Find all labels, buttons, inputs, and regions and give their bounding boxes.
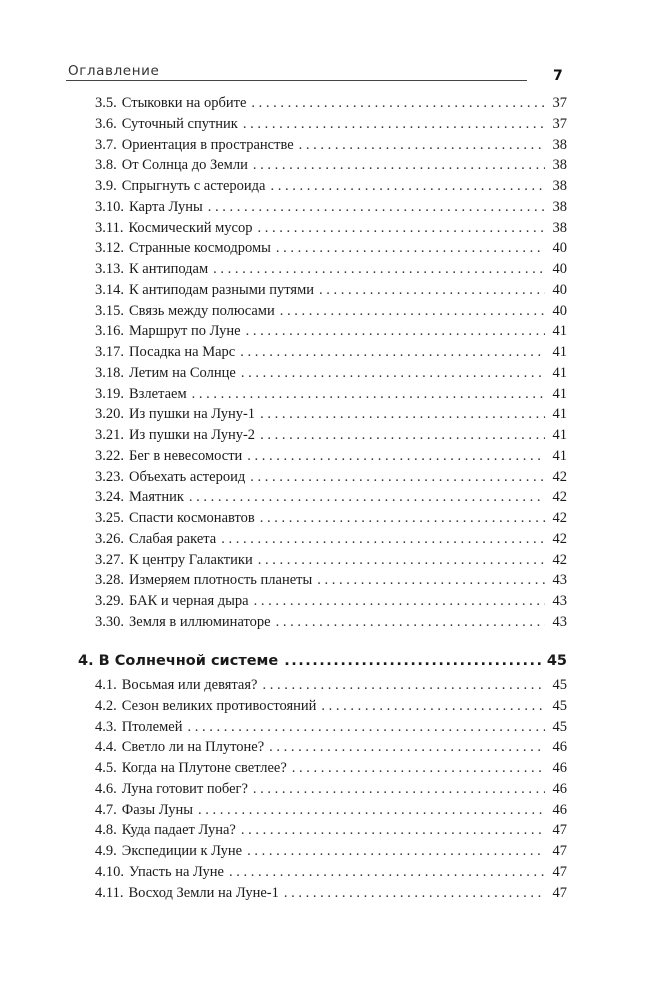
entry-number: 3.14.: [95, 281, 124, 298]
toc-entry[interactable]: [95, 800, 567, 821]
toc-list-chapter-3: [95, 93, 567, 633]
dot-leader: [317, 570, 545, 591]
entry-page: 38: [552, 178, 567, 194]
dot-leader: [319, 280, 545, 301]
entry-number: 3.20.: [95, 406, 124, 423]
entry-number: 3.16.: [95, 323, 124, 340]
toc-entry[interactable]: [95, 717, 567, 738]
entry-number: 3.26.: [95, 530, 124, 547]
entry-title: От Солнца до Земли: [121, 157, 248, 174]
dot-leader: [213, 259, 545, 280]
entry-title: Упасть на Луне: [129, 863, 224, 880]
dot-leader: [198, 800, 545, 821]
entry-page: 40: [552, 240, 567, 257]
entry-page: 43: [552, 593, 567, 609]
entry-title: Объехать астероид: [129, 468, 246, 485]
entry-page: 42: [552, 489, 567, 506]
dot-leader: [260, 508, 545, 529]
entry-title: Луна готовит побег?: [121, 780, 248, 797]
entry-page: 41: [552, 406, 567, 423]
entry-page: 40: [552, 302, 567, 319]
entry-page: 46: [552, 739, 567, 756]
entry-page: 45: [552, 697, 567, 714]
entry-page: 43: [552, 613, 567, 630]
dot-leader: [276, 612, 545, 633]
toc-entry[interactable]: [95, 841, 567, 862]
entry-title: Летим на Солнце: [129, 364, 236, 381]
entry-title: Земля в иллюминаторе: [129, 613, 271, 630]
entry-title: К центру Галактики: [129, 551, 253, 568]
toc-entry[interactable]: [95, 342, 567, 363]
entry-page: 40: [552, 261, 567, 277]
entry-number: 4.2.: [95, 697, 117, 714]
entry-page: 38: [552, 157, 567, 174]
entry-title: Экспедиции к Луне: [121, 843, 243, 859]
entry-number: 4.7.: [95, 801, 117, 818]
toc-entry[interactable]: [95, 425, 567, 446]
dot-leader: [192, 384, 545, 405]
entry-title: Посадка на Марс: [129, 344, 236, 360]
entry-title: Карта Луны: [129, 198, 203, 215]
entry-page: 40: [552, 281, 567, 298]
entry-page: 46: [552, 760, 567, 776]
entry-page: 38: [552, 136, 567, 153]
dot-leader: [258, 550, 545, 571]
toc-entry[interactable]: [95, 467, 567, 488]
entry-number: 3.18.: [95, 364, 124, 381]
toc-entry[interactable]: [95, 321, 567, 342]
entry-page: 42: [552, 530, 567, 547]
dot-leader: [187, 717, 545, 738]
dot-leader: [284, 883, 545, 904]
toc-entry[interactable]: [95, 696, 567, 717]
entry-number: 4.4.: [95, 739, 117, 756]
entry-title: Суточный спутник: [121, 115, 238, 132]
entry-number: 3.19.: [95, 385, 124, 402]
entry-page: 41: [552, 427, 567, 443]
dot-leader: [284, 650, 541, 672]
entry-title: Спасти космонавтов: [129, 510, 255, 526]
entry-number: 3.8.: [95, 157, 117, 174]
entry-page: 46: [552, 780, 567, 797]
dot-leader: [262, 675, 545, 696]
entry-page: 47: [552, 884, 567, 901]
entry-title: К антиподам разными путями: [129, 281, 315, 298]
entry-title: Из пушки на Луну-2: [129, 427, 256, 443]
toc-entry[interactable]: [95, 820, 567, 841]
toc-entry[interactable]: [95, 591, 567, 612]
entry-title: Измеряем плотность планеты: [129, 572, 313, 589]
toc-entry[interactable]: [95, 758, 567, 779]
entry-title: Восход Земли на Луне-1: [128, 884, 279, 901]
dot-leader: [247, 446, 545, 467]
toc-entry[interactable]: [95, 135, 567, 156]
entry-number: 3.10.: [95, 198, 124, 215]
entry-page: 45: [552, 677, 567, 693]
entry-title: Космический мусор: [128, 219, 253, 236]
entry-title: БАК и черная дыра: [129, 593, 249, 609]
toc-entry[interactable]: [95, 487, 567, 508]
dot-leader: [270, 176, 545, 197]
dot-leader: [241, 363, 545, 384]
entry-page: 41: [552, 447, 567, 464]
entry-number: 3.15.: [95, 302, 124, 319]
entry-number: 3.6.: [95, 115, 117, 132]
dot-leader: [257, 218, 545, 239]
dot-leader: [189, 487, 545, 508]
entry-title: Сезон великих противостояний: [121, 697, 317, 714]
dot-leader: [208, 197, 545, 218]
entry-page: 41: [552, 323, 567, 340]
dot-leader: [251, 93, 545, 114]
toc-entry[interactable]: [95, 508, 567, 529]
toc-entry[interactable]: [95, 238, 567, 259]
toc-entry[interactable]: [95, 404, 567, 425]
toc-entry[interactable]: [95, 675, 567, 696]
entry-page: 37: [552, 95, 567, 111]
toc-entry[interactable]: [95, 779, 567, 800]
dot-leader: [240, 342, 545, 363]
entry-number: 3.17.: [95, 344, 124, 360]
entry-number: 3.24.: [95, 489, 124, 506]
toc-entry[interactable]: [95, 570, 567, 591]
entry-page: 47: [552, 843, 567, 859]
dot-leader: [247, 841, 545, 862]
toc-entry[interactable]: [95, 155, 567, 176]
toc-entry[interactable]: [95, 737, 567, 758]
entry-number: 4.10.: [95, 863, 124, 880]
entry-number: 3.9.: [95, 178, 117, 194]
dot-leader: [280, 301, 545, 322]
toc-entry[interactable]: [95, 259, 567, 280]
toc-entry[interactable]: [95, 529, 567, 550]
entry-number: 3.5.: [95, 95, 117, 111]
dot-leader: [253, 779, 545, 800]
dot-leader: [221, 529, 545, 550]
toc-entry[interactable]: [95, 93, 567, 114]
entry-number: 3.12.: [95, 240, 124, 257]
entry-title: Связь между полюсами: [129, 302, 275, 319]
toc-entry[interactable]: [95, 862, 567, 883]
entry-number: 3.29.: [95, 593, 124, 609]
entry-title: Спрыгнуть с астероида: [121, 178, 266, 194]
entry-page: 37: [552, 115, 567, 132]
toc-entry[interactable]: [95, 218, 567, 239]
entry-page: 41: [552, 385, 567, 402]
entry-number: 3.21.: [95, 427, 124, 443]
entry-number: 3.28.: [95, 572, 124, 589]
entry-page: 42: [552, 551, 567, 568]
dot-leader: [321, 696, 545, 717]
toc-entry[interactable]: [95, 446, 567, 467]
entry-title: Птолемей: [121, 718, 183, 735]
dot-leader: [260, 404, 545, 425]
toc-entry[interactable]: [95, 550, 567, 571]
section-title: Оглавление: [68, 63, 160, 79]
entry-title: Бег в невесомости: [129, 447, 243, 464]
toc-entry[interactable]: [95, 114, 567, 135]
dot-leader: [292, 758, 545, 779]
entry-number: 3.27.: [95, 551, 124, 568]
entry-title: Куда падает Луна?: [121, 822, 236, 839]
entry-page: 47: [552, 863, 567, 880]
toc-list-chapter-4: [95, 675, 567, 903]
entry-number: 3.7.: [95, 136, 117, 153]
dot-leader: [260, 425, 545, 446]
entry-title: Ориентация в пространстве: [121, 136, 294, 153]
chapter-title: 4. В Солнечной системе: [78, 653, 279, 669]
entry-page: 46: [552, 801, 567, 818]
entry-title: Стыковки на орбите: [121, 95, 247, 111]
chapter-page: 45: [546, 653, 567, 669]
dot-leader: [246, 321, 545, 342]
header-rule: [66, 80, 527, 81]
dot-leader: [253, 155, 545, 176]
entry-title: Маятник: [129, 489, 184, 506]
toc-entry[interactable]: [95, 280, 567, 301]
entry-number: 3.11.: [95, 219, 124, 236]
dot-leader: [276, 238, 545, 259]
entry-page: 43: [552, 572, 567, 589]
dot-leader: [229, 862, 545, 883]
entry-page: 41: [552, 344, 567, 360]
dot-leader: [254, 591, 545, 612]
toc-entry[interactable]: [95, 612, 567, 633]
dot-leader: [243, 114, 545, 135]
toc-entry[interactable]: [95, 176, 567, 197]
entry-number: 4.8.: [95, 822, 117, 839]
entry-title: К антиподам: [129, 261, 209, 277]
entry-page: 47: [552, 822, 567, 839]
entry-title: Взлетаем: [129, 385, 187, 402]
toc-entry[interactable]: [95, 197, 567, 218]
dot-leader: [269, 737, 545, 758]
entry-number: 3.23.: [95, 468, 124, 485]
entry-page: 38: [552, 219, 567, 236]
entry-page: 42: [552, 510, 567, 526]
entry-number: 4.9.: [95, 843, 117, 859]
entry-title: Слабая ракета: [129, 530, 217, 547]
entry-title: Светло ли на Плутоне?: [121, 739, 265, 756]
entry-number: 4.1.: [95, 677, 117, 693]
dot-leader: [250, 467, 545, 488]
entry-title: Фазы Луны: [121, 801, 193, 818]
entry-number: 4.5.: [95, 760, 117, 776]
chapter-heading[interactable]: [78, 650, 567, 672]
entry-number: 4.3.: [95, 718, 117, 735]
entry-number: 3.30.: [95, 613, 124, 630]
entry-title: Из пушки на Луну-1: [129, 406, 256, 423]
entry-number: 4.11.: [95, 884, 124, 901]
entry-number: 3.22.: [95, 447, 124, 464]
dot-leader: [241, 820, 545, 841]
entry-title: Восьмая или девятая?: [121, 677, 258, 693]
entry-page: 42: [552, 468, 567, 485]
toc-entry[interactable]: [95, 883, 567, 904]
toc-entry[interactable]: [95, 301, 567, 322]
entry-number: 3.13.: [95, 261, 124, 277]
page-number: 7: [553, 68, 563, 84]
entry-number: 4.6.: [95, 780, 117, 797]
entry-title: Когда на Плутоне светлее?: [121, 760, 287, 776]
entry-title: Маршрут по Луне: [129, 323, 241, 340]
entry-title: Странные космодромы: [129, 240, 271, 257]
entry-number: 3.25.: [95, 510, 124, 526]
entry-page: 38: [552, 198, 567, 215]
toc-entry[interactable]: [95, 384, 567, 405]
entry-page: 41: [552, 364, 567, 381]
dot-leader: [299, 135, 545, 156]
entry-page: 45: [552, 718, 567, 735]
toc-entry[interactable]: [95, 363, 567, 384]
